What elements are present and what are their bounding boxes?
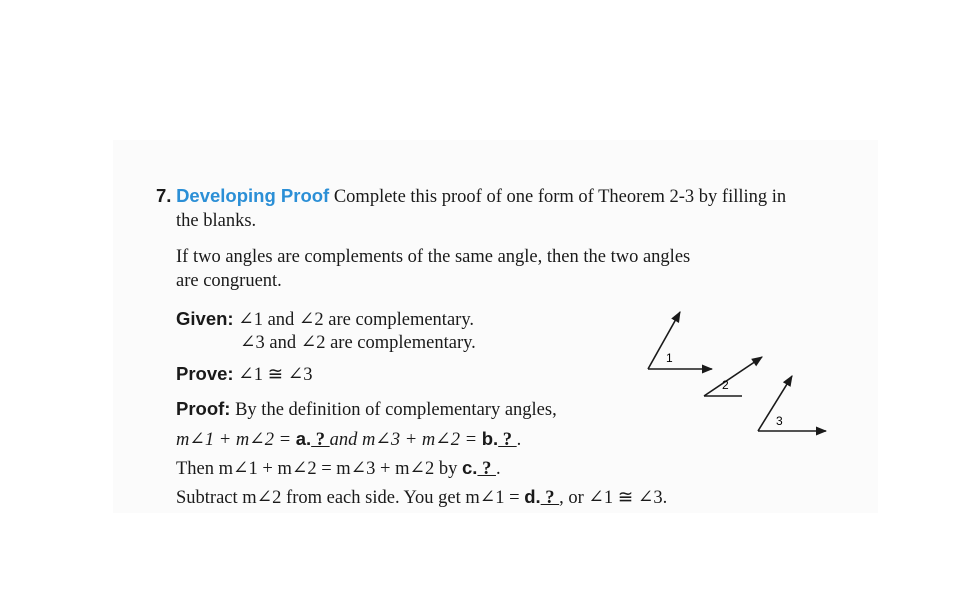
given-statement-1: ∠1 and ∠2 are complementary. (238, 310, 474, 330)
blank-c: ? (477, 459, 496, 479)
proof-line-2-end: . (516, 430, 522, 450)
proof-text-3: Then m∠1 + m∠2 = m∠3 + m∠2 by (176, 459, 463, 479)
angle-2-label: 2 (722, 378, 729, 392)
angle-1-label: 1 (666, 351, 673, 365)
blank-a: ? (311, 430, 330, 450)
angle-3-label: 3 (776, 414, 783, 428)
angle-1 (648, 312, 712, 369)
proof-line-3-end: . (495, 459, 501, 479)
proof-eq-1: m∠1 + m∠2 = (176, 430, 296, 450)
proof-text-4: Subtract m∠2 from each side. You get m∠1 = (176, 488, 525, 508)
proof-label: Proof: (176, 398, 231, 419)
theorem-line-1: If two angles are complements of the same angle, then the two angles (176, 247, 691, 267)
blank-b-label: b. (481, 428, 499, 449)
blank-c-label: c. (462, 457, 478, 478)
prove-statement: ∠1 ≅ ∠3 (238, 365, 313, 385)
angle-2 (704, 357, 762, 396)
given-statement-2: ∠3 and ∠2 are complementary. (240, 333, 476, 353)
prove-label: Prove: (176, 363, 234, 384)
blank-b: ? (498, 430, 517, 450)
proof-text-1: By the definition of complementary angles, (235, 400, 557, 420)
blank-a-label: a. (295, 428, 312, 449)
theorem-line-2: are congruent. (176, 271, 282, 291)
instruction-line-1: Complete this proof of one form of Theorem 2-3 by filling in (333, 187, 787, 207)
problem-heading: Developing Proof (176, 185, 330, 206)
blank-d: ? (540, 488, 560, 508)
angle-3 (758, 376, 826, 431)
proof-line-4-end: , or ∠1 ≅ ∠3. (559, 488, 668, 508)
proof-eq-2: and m∠3 + m∠2 = (329, 430, 482, 450)
instruction-line-2: the blanks. (176, 211, 257, 231)
given-label: Given: (176, 308, 234, 329)
blank-d-label: d. (524, 486, 541, 507)
problem-number: 7. (156, 185, 172, 206)
